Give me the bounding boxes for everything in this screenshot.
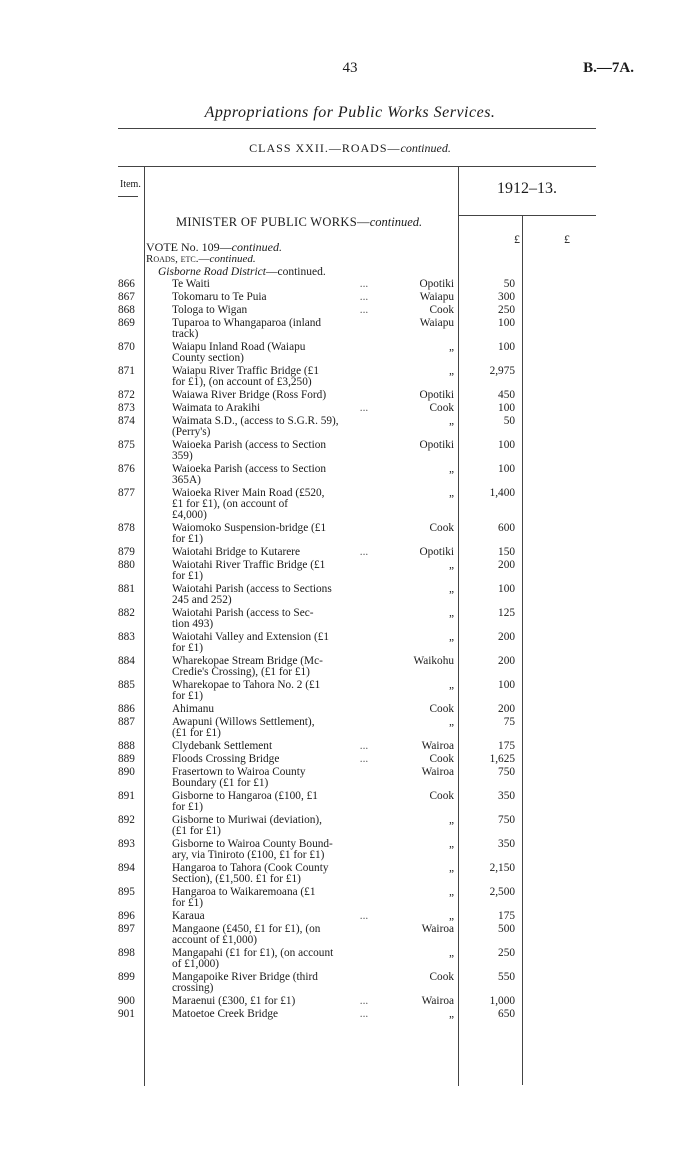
leader-dots: ... — [359, 291, 369, 303]
item-description: Waiawa River Bridge (Ross Ford) — [172, 389, 327, 401]
amount-value: 100 — [498, 402, 515, 414]
class-line: CLASS XXII.—ROADS— — [249, 141, 401, 155]
amount-value: 50 — [503, 415, 515, 427]
leader-dots: ... — [359, 995, 369, 1007]
county-name: „ — [448, 559, 454, 571]
amount-value: 100 — [498, 317, 515, 329]
leader-dots: ... — [359, 910, 369, 922]
item-number: 897 — [118, 923, 135, 935]
item-number: 877 — [118, 487, 135, 499]
amount-value: 100 — [498, 679, 515, 691]
county-name: Opotiki — [419, 439, 454, 451]
county-name: „ — [448, 583, 454, 595]
leader-dots: ... — [359, 753, 369, 765]
amount-value: 550 — [498, 971, 515, 983]
item-description: Waiotahi Valley and Extension (£1 for £1) — [172, 631, 330, 654]
item-description: Hangaroa to Tahora (Cook County Section), (£1,500. £1 for £1) — [172, 862, 329, 885]
county-name: Cook — [429, 402, 454, 414]
item-number: 888 — [118, 740, 135, 752]
item-number: 880 — [118, 559, 135, 571]
county-name: „ — [448, 838, 454, 850]
item-description: Mangapoike River Bridge (third crossing) — [172, 971, 318, 994]
roads-suffix: continued. — [209, 253, 256, 265]
item-number: 889 — [118, 753, 135, 765]
item-header-underline — [118, 196, 138, 197]
county-name: „ — [448, 910, 454, 922]
county-name: Cook — [429, 522, 454, 534]
item-number: 898 — [118, 947, 135, 959]
item-number: 883 — [118, 631, 135, 643]
item-number: 887 — [118, 716, 135, 728]
item-description: Wharekopae to Tahora No. 2 (£1 for £1) — [172, 679, 321, 702]
item-number: 899 — [118, 971, 135, 983]
amount-value: 750 — [498, 814, 515, 826]
item-description: Clydebank Settlement — [172, 740, 273, 752]
item-number: 879 — [118, 546, 135, 558]
item-number: 870 — [118, 341, 135, 353]
item-description: Waiapu River Traffic Bridge (£1 for £1), (on account of £3,250) — [172, 365, 319, 388]
year-header: 1912–13. — [497, 180, 557, 197]
county-name: „ — [448, 862, 454, 874]
amount-value: 350 — [498, 838, 515, 850]
item-number: 892 — [118, 814, 135, 826]
district-text: Gisborne Road District — [158, 266, 266, 278]
amount-value: 125 — [498, 607, 515, 619]
item-description: Wharekopae Stream Bridge (Mc- Credie's Crossing), (£1 for £1) — [172, 655, 323, 678]
item-description: Waioeka Parish (access to Section 359) — [172, 439, 327, 462]
district-suffix: —continued. — [265, 266, 326, 278]
item-description: Waiotahi Parish (access to Sections 245 and 252) — [172, 583, 332, 606]
item-description: Maraenui (£300, £1 for £1) — [172, 995, 296, 1007]
table-top-rule — [118, 166, 596, 167]
amount-value: 1,400 — [489, 487, 515, 499]
vote-text: VOTE No. 109— — [146, 240, 232, 254]
item-description: Frasertown to Wairoa County Boundary (£1 for £1) — [172, 766, 306, 789]
amount-value: 50 — [503, 278, 515, 290]
item-description: Waiotahi Parish (access to Sec- tion 493) — [172, 607, 314, 630]
amount-value: 175 — [498, 740, 515, 752]
item-description: Tokomaru to Te Puia — [172, 291, 267, 303]
county-name: Cook — [429, 703, 454, 715]
amount-value: 200 — [498, 631, 515, 643]
county-name: „ — [448, 814, 454, 826]
amount-value: 100 — [498, 341, 515, 353]
county-name: Cook — [429, 790, 454, 802]
county-column-divider — [458, 166, 459, 1086]
document-reference: B.—7A. — [583, 60, 634, 76]
item-number: 890 — [118, 766, 135, 778]
county-name: Cook — [429, 304, 454, 316]
item-number: 871 — [118, 365, 135, 377]
item-number: 872 — [118, 389, 135, 401]
amount-value: 2,975 — [489, 365, 515, 377]
amount-value: 300 — [498, 291, 515, 303]
year-rule — [458, 215, 596, 216]
county-name: „ — [448, 631, 454, 643]
amount-value: 200 — [498, 703, 515, 715]
minister-heading — [176, 215, 422, 230]
county-name: „ — [448, 341, 454, 353]
leader-dots: ... — [359, 304, 369, 316]
item-number: 895 — [118, 886, 135, 898]
page-number: 43 — [342, 60, 358, 76]
item-description: Waioeka Parish (access to Section 365A) — [172, 463, 327, 486]
item-description: Waioeka River Main Road (£520, £1 for £1), (on account of £4,000) — [172, 487, 325, 521]
amount-value: 750 — [498, 766, 515, 778]
amount-value: 250 — [498, 947, 515, 959]
county-name: „ — [448, 487, 454, 499]
item-description: Gisborne to Muriwai (deviation), (£1 for £1) — [172, 814, 322, 837]
county-name: Wairoa — [421, 740, 454, 752]
county-name: Wairoa — [421, 923, 454, 935]
item-description: Gisborne to Wairoa County Bound- ary, via Tiniroto (£100, £1 for £1) — [172, 838, 333, 861]
county-name: „ — [448, 365, 454, 377]
item-number: 896 — [118, 910, 135, 922]
item-description: Waiotahi River Traffic Bridge (£1 for £1) — [172, 559, 326, 582]
item-description: Te Waiti — [172, 278, 210, 290]
amount-value: 350 — [498, 790, 515, 802]
title-rule — [118, 128, 596, 129]
county-name: Opotiki — [419, 389, 454, 401]
amount-value: 1,000 — [489, 995, 515, 1007]
county-name: Wairoa — [421, 766, 454, 778]
roads-heading — [146, 253, 256, 265]
amount-column-divider — [522, 215, 523, 1085]
item-number: 869 — [118, 317, 135, 329]
item-number: 893 — [118, 838, 135, 850]
amount-value: 175 — [498, 910, 515, 922]
item-number: 878 — [118, 522, 135, 534]
item-number: 900 — [118, 995, 135, 1007]
item-number: 881 — [118, 583, 135, 595]
item-description: Waimata S.D., (access to S.G.R. 59), (Perry's) — [172, 415, 339, 438]
item-number: 901 — [118, 1008, 135, 1020]
county-name: „ — [448, 886, 454, 898]
district-heading — [158, 266, 326, 278]
amount-value: 650 — [498, 1008, 515, 1020]
amount-value: 200 — [498, 559, 515, 571]
item-number: 873 — [118, 402, 135, 414]
item-description: Ahimanu — [172, 703, 215, 715]
county-name: Cook — [429, 971, 454, 983]
leader-dots: ... — [359, 278, 369, 290]
amount-value: 75 — [503, 716, 515, 728]
amount-value: 200 — [498, 655, 515, 667]
amount-value: 150 — [498, 546, 515, 558]
leader-dots: ... — [359, 740, 369, 752]
item-description: Hangaroa to Waikaremoana (£1 for £1) — [172, 886, 316, 909]
item-description: Floods Crossing Bridge — [172, 753, 280, 765]
county-name: „ — [448, 415, 454, 427]
item-description: Waiotahi Bridge to Kutarere — [172, 546, 301, 558]
item-number: 875 — [118, 439, 135, 451]
item-number: 884 — [118, 655, 135, 667]
item-description: Mangapahi (£1 for £1), (on account of £1,000) — [172, 947, 334, 970]
item-number: 891 — [118, 790, 135, 802]
item-description: Karaua — [172, 910, 205, 922]
amount-value: 100 — [498, 583, 515, 595]
leader-dots: ... — [359, 1008, 369, 1020]
item-number: 867 — [118, 291, 135, 303]
item-column-divider — [144, 166, 145, 1086]
amount-value: 2,500 — [489, 886, 515, 898]
amount-value: 100 — [498, 439, 515, 451]
item-number: 866 — [118, 278, 135, 290]
county-name: Opotiki — [419, 278, 454, 290]
item-number: 876 — [118, 463, 135, 475]
county-name: Waikohu — [413, 655, 454, 667]
item-number: 894 — [118, 862, 135, 874]
class-heading — [0, 141, 700, 156]
page-title: Appropriations for Public Works Services. — [204, 104, 496, 121]
item-description: Waiapu Inland Road (Waiapu County section) — [172, 341, 306, 364]
amount-value: 100 — [498, 463, 515, 475]
county-name: Wairoa — [421, 995, 454, 1007]
vote-suffix: continued. — [231, 240, 282, 254]
item-description: Waimata to Arakihi — [172, 402, 261, 414]
item-number: 885 — [118, 679, 135, 691]
amount-value: 250 — [498, 304, 515, 316]
county-name: Waiapu — [419, 291, 454, 303]
item-number: 868 — [118, 304, 135, 316]
county-name: Waiapu — [419, 317, 454, 329]
county-name: Opotiki — [419, 546, 454, 558]
item-description: Tuparoa to Whangaparoa (inland track) — [172, 317, 322, 340]
county-name: „ — [448, 679, 454, 691]
class-suffix: continued. — [400, 141, 451, 155]
item-description: Waiomoko Suspension-bridge (£1 for £1) — [172, 522, 327, 545]
county-name: „ — [448, 716, 454, 728]
pound-symbol-1: £ — [514, 232, 520, 246]
amount-value: 500 — [498, 923, 515, 935]
amount-value: 1,625 — [489, 753, 515, 765]
item-column-header: Item. — [120, 179, 141, 190]
item-description: Gisborne to Hangaroa (£100, £1 for £1) — [172, 790, 318, 813]
amount-value: 2,150 — [489, 862, 515, 874]
leader-dots: ... — [359, 546, 369, 558]
item-description: Mangaone (£450, £1 for £1), (on account of £1,000) — [172, 923, 321, 946]
item-number: 882 — [118, 607, 135, 619]
leader-dots: ... — [359, 402, 369, 414]
county-name: Cook — [429, 753, 454, 765]
roads-text: Roads, etc.— — [146, 253, 210, 265]
item-number: 886 — [118, 703, 135, 715]
item-description: Awapuni (Willows Settlement), (£1 for £1) — [172, 716, 315, 739]
county-name: „ — [448, 463, 454, 475]
amount-value: 600 — [498, 522, 515, 534]
county-name: „ — [448, 607, 454, 619]
minister-text: MINISTER OF PUBLIC WORKS— — [176, 215, 370, 229]
amount-value: 450 — [498, 389, 515, 401]
county-name: „ — [448, 947, 454, 959]
item-number: 874 — [118, 415, 135, 427]
item-description: Matoetoe Creek Bridge — [172, 1008, 279, 1020]
minister-suffix: continued. — [369, 215, 423, 229]
item-description: Tologa to Wigan — [172, 304, 248, 316]
pound-symbol-2: £ — [564, 232, 570, 246]
county-name: „ — [448, 1008, 454, 1020]
